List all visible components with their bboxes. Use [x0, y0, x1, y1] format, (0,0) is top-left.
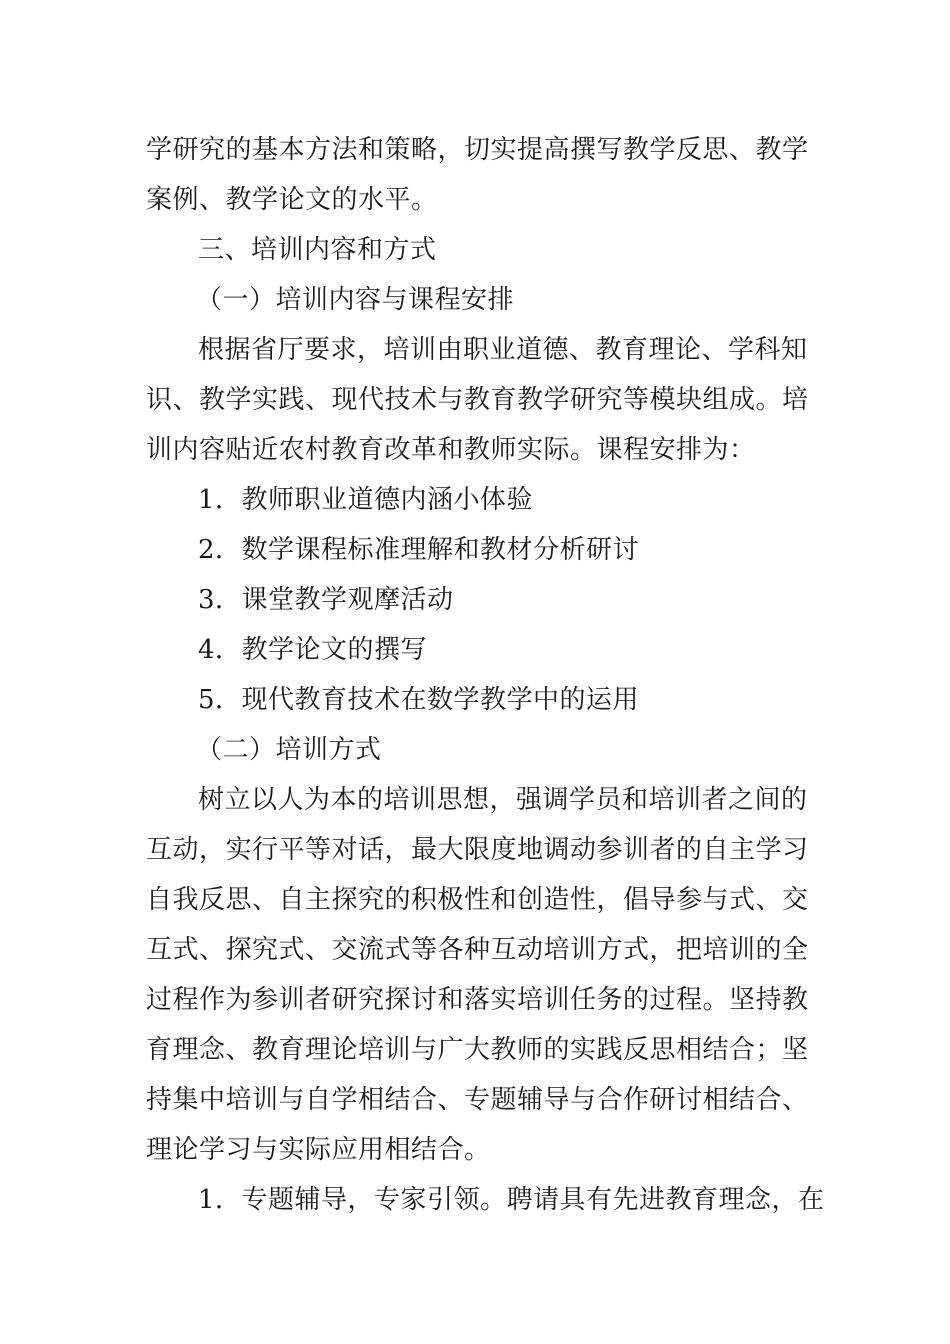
subsection-heading: （一）培训内容与课程安排: [196, 285, 515, 315]
paragraph-line: 育理念、教育理论培训与广大教师的实践反思相结合；坚: [146, 1035, 809, 1065]
paragraph-line: 自我反思、自主探究的积极性和创造性，倡导参与式、交: [146, 885, 809, 915]
list-item: 2．数学课程标准理解和教材分析研讨: [198, 535, 640, 565]
list-item: 3．课堂教学观摩活动: [198, 585, 454, 615]
section-heading: 三、培训内容和方式: [198, 235, 437, 265]
paragraph-line: 案例、教学论文的水平。: [146, 185, 438, 215]
paragraph-line: 识、教学实践、现代技术与教育教学研究等模块组成。培: [146, 385, 809, 415]
paragraph-line: 树立以人为本的培训思想，强调学员和培训者之间的: [198, 785, 808, 815]
paragraph-line: 学研究的基本方法和策略，切实提高撰写教学反思、教学: [146, 135, 809, 165]
paragraph-line: 持集中培训与自学相结合、专题辅导与合作研讨相结合、: [146, 1085, 809, 1115]
list-item: 1．专题辅导，专家引领。聘请具有先进教育理念，在: [198, 1185, 825, 1215]
paragraph-line: 理论学习与实际应用相结合。: [146, 1135, 491, 1165]
paragraph-line: 根据省厅要求，培训由职业道德、教育理论、学科知: [198, 335, 808, 365]
subsection-heading: （二）培训方式: [196, 735, 382, 765]
list-item: 5．现代教育技术在数学教学中的运用: [198, 685, 640, 715]
list-item: 1．教师职业道德内涵小体验: [198, 485, 534, 515]
paragraph-line: 过程作为参训者研究探讨和落实培训任务的过程。坚持教: [146, 985, 809, 1015]
paragraph-line: 训内容贴近农村教育改革和教师实际。课程安排为：: [146, 435, 756, 465]
paragraph-line: 互式、探究式、交流式等各种互动培训方式，把培训的全: [146, 935, 809, 965]
list-item: 4．教学论文的撰写: [198, 635, 428, 665]
paragraph-line: 互动，实行平等对话，最大限度地调动参训者的自主学习: [146, 835, 809, 865]
